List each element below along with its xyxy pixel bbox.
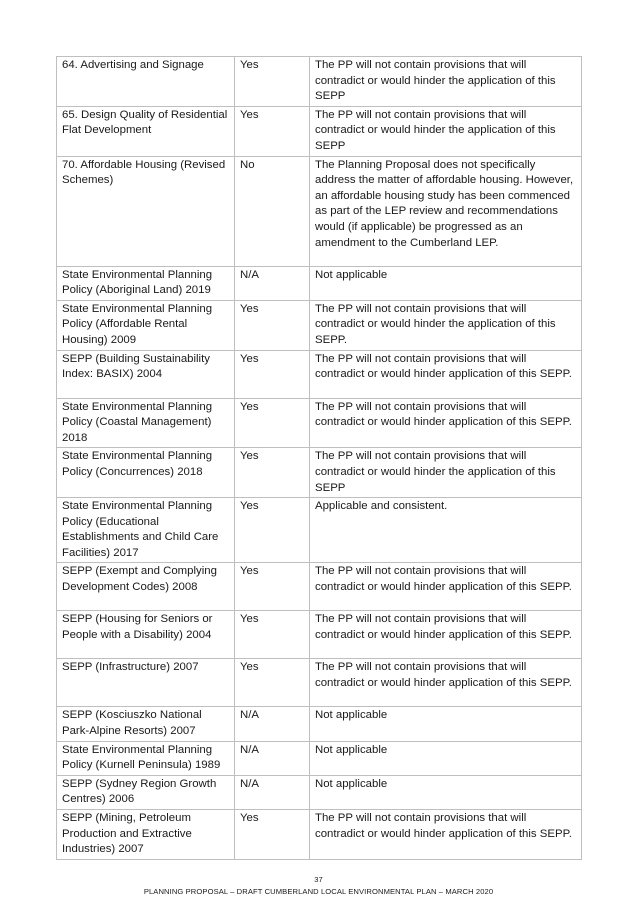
consistency-comment-cell: The Planning Proposal does not specifically address the matter of affordable housing. However, an affordable housing study has been commenced as part of the LEP review and recommendations would (if applicable) be progressed as an amendment to the Cumberland LEP.	[310, 156, 582, 266]
policy-name-cell: SEPP (Infrastructure) 2007	[57, 659, 235, 707]
table-row	[57, 398, 582, 448]
consistency-comment-cell: The PP will not contain provisions that will contradict or would hinder the application of this SEPP	[310, 57, 582, 107]
applicability-cell: Yes	[235, 398, 310, 448]
policy-name-cell: SEPP (Mining, Petroleum Production and Extractive Industries) 2007	[57, 810, 235, 860]
policy-name-cell: State Environmental Planning Policy (Kurnell Peninsula) 1989	[57, 741, 235, 775]
policy-name-cell: State Environmental Planning Policy (Concurrences) 2018	[57, 448, 235, 498]
policy-name-cell: 65. Design Quality of Residential Flat Development	[57, 106, 235, 156]
table-row	[57, 350, 582, 398]
table-row	[57, 775, 582, 809]
table-row	[57, 611, 582, 659]
table-row	[57, 106, 582, 156]
consistency-comment-cell: Not applicable	[310, 707, 582, 741]
consistency-comment-cell: Not applicable	[310, 775, 582, 809]
table-row	[57, 498, 582, 563]
policy-name-cell: SEPP (Housing for Seniors or People with a Disability) 2004	[57, 611, 235, 659]
applicability-cell: Yes	[235, 659, 310, 707]
page-number: 37	[314, 875, 323, 884]
document-footer-title: PLANNING PROPOSAL – DRAFT CUMBERLAND LOCAL ENVIRONMENTAL PLAN – MARCH 2020	[143, 887, 494, 896]
table-row	[57, 707, 582, 741]
applicability-cell: Yes	[235, 448, 310, 498]
consistency-comment-cell: The PP will not contain provisions that will contradict or would hinder application of this SEPP.	[310, 611, 582, 659]
table-row	[57, 563, 582, 611]
policy-name-cell: SEPP (Exempt and Complying Development Codes) 2008	[57, 563, 235, 611]
applicability-cell: N/A	[235, 741, 310, 775]
applicability-cell: N/A	[235, 775, 310, 809]
sepp-consistency-table	[56, 56, 582, 860]
consistency-comment-cell: Applicable and consistent.	[310, 498, 582, 563]
table-body	[57, 57, 582, 860]
table-row	[57, 810, 582, 860]
policy-name-cell: SEPP (Kosciuszko National Park-Alpine Resorts) 2007	[57, 707, 235, 741]
applicability-cell: Yes	[235, 57, 310, 107]
consistency-comment-cell: The PP will not contain provisions that will contradict or would hinder application of this SEPP.	[310, 398, 582, 448]
policy-name-cell: 70. Affordable Housing (Revised Schemes)	[57, 156, 235, 266]
consistency-comment-cell: The PP will not contain provisions that will contradict or would hinder application of this SEPP.	[310, 659, 582, 707]
applicability-cell: N/A	[235, 707, 310, 741]
consistency-comment-cell: The PP will not contain provisions that will contradict or would hinder application of this SEPP.	[310, 563, 582, 611]
applicability-cell: Yes	[235, 810, 310, 860]
table-row	[57, 57, 582, 107]
applicability-cell: Yes	[235, 300, 310, 350]
consistency-comment-cell: The PP will not contain provisions that will contradict or would hinder the application of this SEPP.	[310, 300, 582, 350]
consistency-comment-cell: Not applicable	[310, 266, 582, 300]
consistency-comment-cell: Not applicable	[310, 741, 582, 775]
table-row	[57, 741, 582, 775]
policy-name-cell: State Environmental Planning Policy (Educational Establishments and Child Care Facilities) 2017	[57, 498, 235, 563]
policy-name-cell: State Environmental Planning Policy (Affordable Rental Housing) 2009	[57, 300, 235, 350]
consistency-comment-cell: The PP will not contain provisions that will contradict or would hinder the application of this SEPP	[310, 448, 582, 498]
consistency-comment-cell: The PP will not contain provisions that will contradict or would hinder the application of this SEPP	[310, 106, 582, 156]
table-row	[57, 659, 582, 707]
consistency-comment-cell: The PP will not contain provisions that will contradict or would hinder application of this SEPP.	[310, 810, 582, 860]
applicability-cell: Yes	[235, 498, 310, 563]
policy-name-cell: 64. Advertising and Signage	[57, 57, 235, 107]
policy-name-cell: State Environmental Planning Policy (Aboriginal Land) 2019	[57, 266, 235, 300]
applicability-cell: Yes	[235, 563, 310, 611]
table-row	[57, 300, 582, 350]
policy-name-cell: State Environmental Planning Policy (Coastal Management) 2018	[57, 398, 235, 448]
table-row	[57, 266, 582, 300]
applicability-cell: No	[235, 156, 310, 266]
applicability-cell: N/A	[235, 266, 310, 300]
consistency-comment-cell: The PP will not contain provisions that will contradict or would hinder application of this SEPP.	[310, 350, 582, 398]
policy-name-cell: SEPP (Building Sustainability Index: BASIX) 2004	[57, 350, 235, 398]
applicability-cell: Yes	[235, 611, 310, 659]
table-row	[57, 448, 582, 498]
applicability-cell: Yes	[235, 106, 310, 156]
table-row	[57, 156, 582, 266]
applicability-cell: Yes	[235, 350, 310, 398]
policy-name-cell: SEPP (Sydney Region Growth Centres) 2006	[57, 775, 235, 809]
